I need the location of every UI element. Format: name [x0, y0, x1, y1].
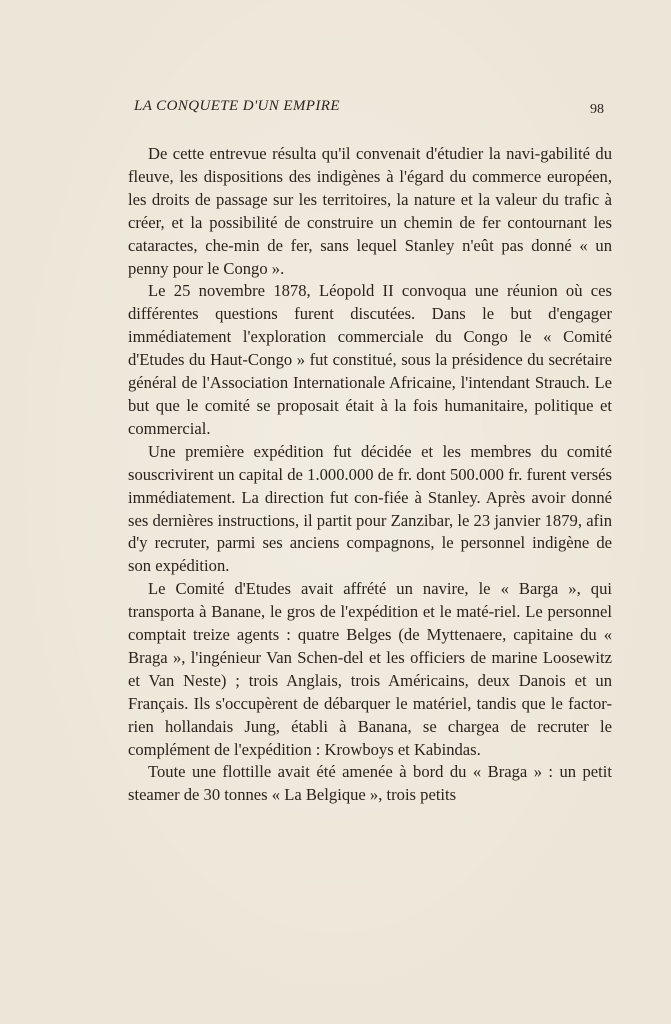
paragraph-2: Le 25 novembre 1878, Léopold II convoqua une réunion où ces différentes questions furent discutées. Dans le but d'engager immédiatement l'exploration commerciale du Congo le « Comité d'Etudes du Haut-Congo » fut constitué, sous la présidence du secrétaire général de l'Association Internationale Africaine, l'intendant Strauch. Le but que le comité se proposait était à la fois humanitaire, politique et commercial.: [128, 281, 612, 438]
paragraph-5: Toute une flottille avait été amenée à bord du « Braga » : un petit steamer de 30 tonnes « La Belgique », trois petits: [128, 762, 612, 805]
running-title: LA CONQUETE D'UN EMPIRE: [134, 98, 340, 114]
running-header: [134, 98, 604, 120]
paragraph-4: Le Comité d'Etudes avait affrété un navire, le « Barga », qui transporta à Banane, le gros de l'expédition et le maté-riel. Le personnel comptait treize agents : quatre Belges (de Myttenaere, capitaine du « Braga », l'ingénieur Van Schen-del et les officiers de marine Loosewitz et Van Neste) ; trois Anglais, trois Américains, deux Danois et un Français. Ils s'occupèrent de débarquer le matériel, tandis que le factor-rien hollandais Jung, établi à Banana, se chargea de recruter le complément de l'expédition : Krowboys et Kabindas.: [128, 579, 612, 759]
paragraph-1: De cette entrevue résulta qu'il convenait d'étudier la navi-gabilité du fleuve, les dispositions des indigènes à l'égard du commerce européen, les droits de passage sur les territoires, la nature et la valeur du trafic à créer, et la possibilité de construire un chemin de fer contournant les cataractes, che-min de fer, sans lequel Stanley n'eût pas donné « un penny pour le Congo ».: [128, 144, 612, 278]
paragraph-3: Une première expédition fut décidée et les membres du comité souscrivirent un capital de 1.000.000 de fr. dont 500.000 fr. furent versés immédiatement. La direction fut con-fiée à Stanley. Après avoir donné ses dernières instructions, il partit pour Zanzibar, le 23 janvier 1879, afin d'y recruter, parmi ses anciens compagnons, le personnel indigène de son expédition.: [128, 441, 612, 576]
body-text: [128, 143, 612, 807]
page-number: 98: [590, 102, 604, 117]
